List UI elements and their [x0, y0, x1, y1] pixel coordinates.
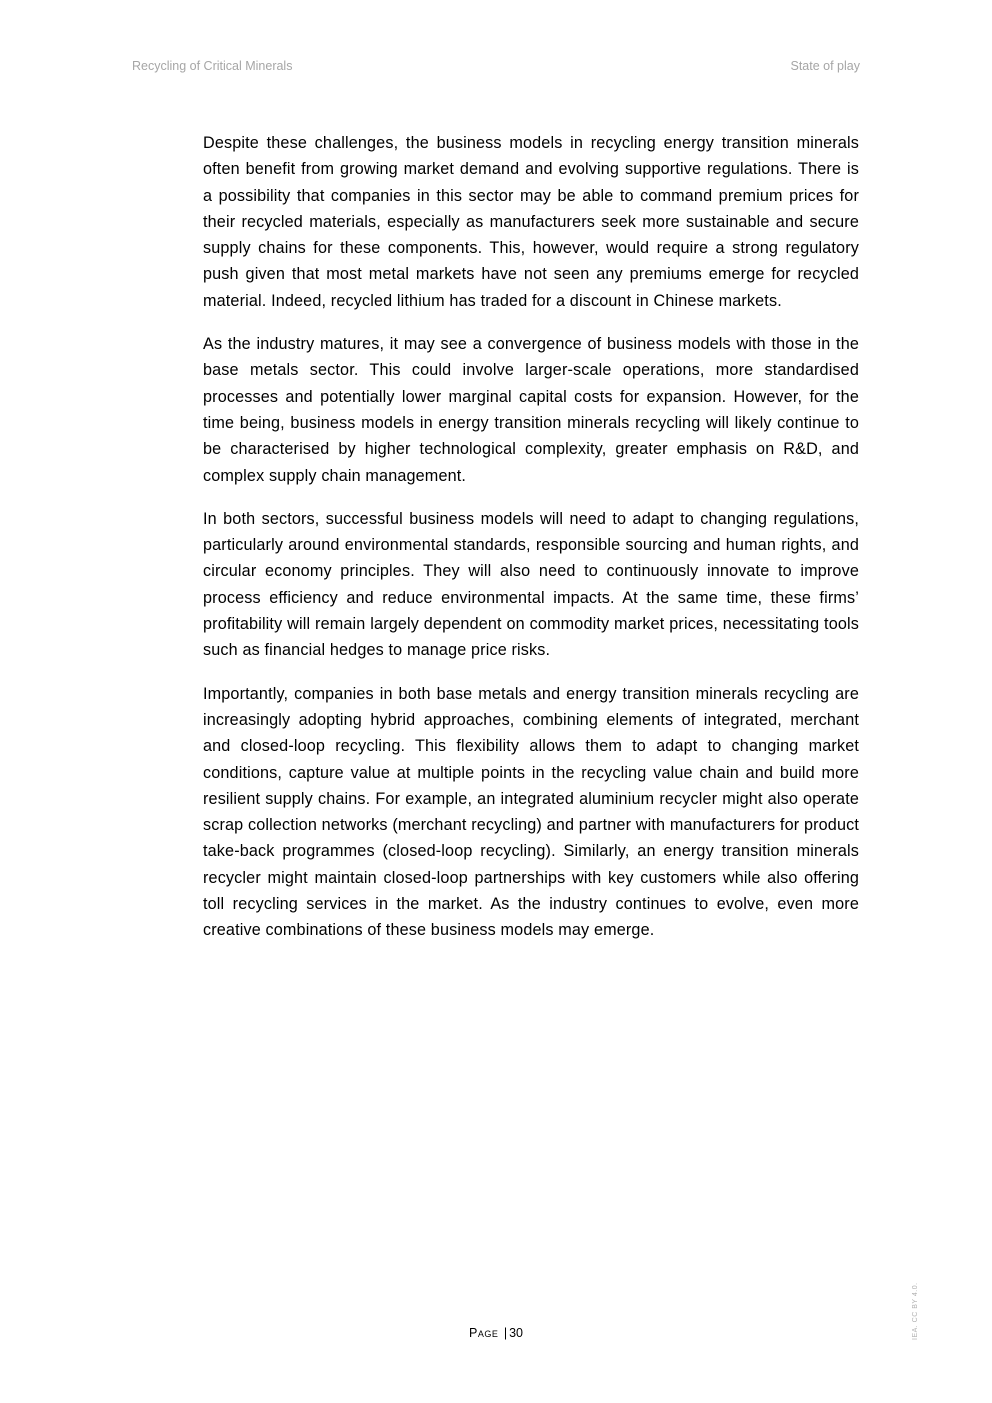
running-header-section: State of play [790, 59, 860, 73]
running-header-title: Recycling of Critical Minerals [132, 59, 293, 73]
page-footer [0, 1326, 992, 1340]
body-text [203, 130, 859, 961]
paragraph: Importantly, companies in both base metals and energy transition minerals recycling are increasingly adopting hybrid approaches, combining elements of integrated, merchant and closed-loop recycling. This flexibility allows them to adapt to changing market conditions, capture value at multiple points in the recycling value chain and build more resilient supply chains. For example, an integrated aluminium recycler might also operate scrap collection networks (merchant recycling) and partner with manufacturers for product take-back programmes (closed-loop recycling). Similarly, an energy transition minerals recycler might maintain closed-loop partnerships with key customers while also offering toll recycling services in the market. As the industry continues to evolve, even more creative combinations of these business models may emerge. [203, 684, 859, 940]
license-watermark: IEA. CC BY 4.0. [912, 1282, 919, 1340]
paragraph: In both sectors, successful business models will need to adapt to changing regulations, particularly around environmental standards, responsible sourcing and human rights, and circular economy principles. They will also need to continuously innovate to improve process efficiency and reduce environmental impacts. At the same time, these firms’ profitability will remain largely dependent on commodity market prices, necessitating tools such as financial hedges to manage price risks. [203, 509, 859, 660]
page-label: Page [469, 1326, 499, 1340]
page-separator: | [503, 1326, 508, 1340]
paragraph: As the industry matures, it may see a convergence of business models with those in the base metals sector. This could involve larger-scale operations, more standardised processes and potentially lower marginal capital costs for expansion. However, for the time being, business models in energy transition minerals recycling will likely continue to be characterised by higher technological complexity, greater emphasis on R&D, and complex supply chain management. [203, 335, 859, 485]
page-number: 30 [509, 1326, 523, 1340]
paragraph: Despite these challenges, the business models in recycling energy transition minerals often benefit from growing market demand and evolving supportive regulations. There is a possibility that companies in this sector may be able to command premium prices for their recycled materials, especially as manufacturers seek more sustainable and secure supply chains for these components. This, however, would require a strong regulatory push given that most metal markets have not seen any premiums emerge for recycled material. Indeed, recycled lithium has traded for a discount in Chinese markets. [203, 134, 859, 310]
